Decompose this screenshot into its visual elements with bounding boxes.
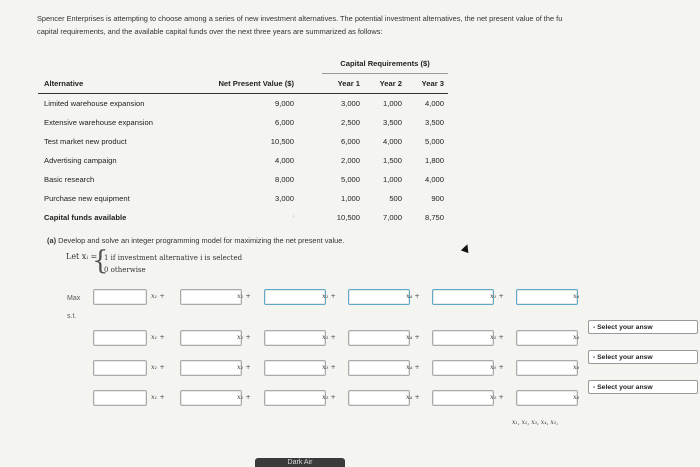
funds-label: Capital funds available	[44, 213, 127, 222]
cell-year2: 500	[389, 194, 402, 203]
max-label: Max	[67, 295, 81, 302]
brace-symbol: {	[92, 246, 109, 276]
cell-alternative: Basic research	[44, 175, 95, 184]
tick-mark: '	[292, 216, 294, 222]
var-x1: x₁ +	[151, 363, 165, 371]
cell-year3: 5,000	[424, 137, 444, 146]
table-row	[38, 132, 448, 151]
table-row	[38, 151, 448, 170]
header-npv: Net Present Value ($)	[174, 74, 322, 94]
funds-year3: 8,750	[424, 213, 444, 222]
part-a-prompt	[47, 236, 344, 245]
objective-coef-x6[interactable]	[516, 289, 578, 305]
c1-coef-x3[interactable]	[264, 330, 326, 346]
cell-year3: 4,000	[424, 175, 444, 184]
cell-year2: 4,000	[382, 137, 402, 146]
binary-variables-label: x₁, x₂, x₃, x₄, x₅,	[512, 419, 559, 426]
c2-coef-x4[interactable]	[348, 360, 410, 376]
cell-npv: 6,000	[274, 118, 294, 127]
var-x5: x₅ +	[490, 363, 504, 371]
var-x2: x₂ +	[237, 393, 251, 401]
c1-coef-x4[interactable]	[348, 330, 410, 346]
var-x5: x₅ +	[490, 292, 504, 300]
intro-line-1: Spencer Enterprises is attempting to choose among a series of new investment alternatives. The potential investment alternatives, the net present value of the fu	[37, 14, 563, 23]
problem-intro	[37, 12, 697, 38]
var-x4: x₄ +	[406, 292, 420, 300]
cell-year2: 1,000	[382, 175, 402, 184]
cell-npv: 8,000	[274, 175, 294, 184]
footer-bar: Dark Air	[255, 458, 345, 467]
let-x-definition: Let xᵢ =	[66, 252, 98, 261]
header-year1: Year 1	[322, 74, 364, 94]
investment-table	[38, 54, 448, 227]
var-x1: x₁ +	[151, 393, 165, 401]
cell-year1: 1,000	[340, 194, 360, 203]
var-x3: x₃ +	[322, 393, 336, 401]
table-row	[38, 94, 448, 114]
c3-coef-x5[interactable]	[432, 390, 494, 406]
cell-year1: 2,500	[340, 118, 360, 127]
cell-year2: 1,000	[382, 99, 402, 108]
header-alternative: Alternative	[38, 74, 174, 94]
st-label: s.t.	[67, 313, 77, 320]
cell-year1: 2,000	[340, 156, 360, 165]
cell-alternative: Purchase new equipment	[44, 194, 130, 203]
objective-coef-x2[interactable]	[180, 289, 242, 305]
c1-coef-x6[interactable]	[516, 330, 578, 346]
funds-year2: 7,000	[382, 213, 402, 222]
var-x1: x₁ +	[151, 333, 165, 341]
c3-coef-x1[interactable]	[93, 390, 147, 406]
var-x2: x₂ +	[237, 333, 251, 341]
cell-npv: 3,000	[274, 194, 294, 203]
intro-line-2: capital requirements, and the available capital funds over the next three years are summarized as follows:	[37, 27, 383, 36]
var-x3: x₃ +	[322, 333, 336, 341]
c3-relation-select[interactable]: - Select your answ	[588, 380, 698, 394]
var-x3: x₃ +	[322, 292, 336, 300]
header-year2: Year 2	[364, 74, 406, 94]
c3-coef-x6[interactable]	[516, 390, 578, 406]
cell-year3: 900	[431, 194, 444, 203]
objective-coef-x4[interactable]	[348, 289, 410, 305]
c1-relation-select[interactable]: - Select your answ	[588, 320, 698, 334]
c1-coef-x1[interactable]	[93, 330, 147, 346]
var-x6: x₆	[573, 363, 580, 371]
cell-alternative: Extensive warehouse expansion	[44, 118, 153, 127]
objective-coef-x1[interactable]	[93, 289, 147, 305]
cell-year1: 3,000	[340, 99, 360, 108]
var-x5: x₅ +	[490, 333, 504, 341]
header-year3: Year 3	[406, 74, 448, 94]
cell-year3: 3,500	[424, 118, 444, 127]
cell-npv: 10,500	[270, 137, 294, 146]
cell-year1: 6,000	[340, 137, 360, 146]
cell-alternative: Advertising campaign	[44, 156, 117, 165]
table-row	[38, 189, 448, 208]
var-x4: x₄ +	[406, 393, 420, 401]
objective-coef-x3[interactable]	[264, 289, 326, 305]
table-row	[38, 113, 448, 132]
part-a-label: (a)	[47, 236, 57, 245]
case-otherwise: 0 otherwise	[104, 266, 146, 274]
cell-year2: 1,500	[382, 156, 402, 165]
var-x4: x₄ +	[406, 363, 420, 371]
c2-coef-x2[interactable]	[180, 360, 242, 376]
cell-year3: 4,000	[424, 99, 444, 108]
var-x6: x₆	[573, 393, 580, 401]
c3-coef-x3[interactable]	[264, 390, 326, 406]
var-x6: x₆	[573, 292, 580, 300]
c2-coef-x1[interactable]	[93, 360, 147, 376]
c2-relation-select[interactable]: - Select your answ	[588, 350, 698, 364]
var-x2: x₂ +	[237, 363, 251, 371]
cell-year1: 5,000	[340, 175, 360, 184]
cell-year3: 1,800	[424, 156, 444, 165]
var-x6: x₆	[573, 333, 580, 341]
var-x2: x₂ +	[237, 292, 251, 300]
c1-coef-x5[interactable]	[432, 330, 494, 346]
c2-coef-x3[interactable]	[264, 360, 326, 376]
funds-row	[38, 208, 448, 227]
part-a-text: Develop and solve an integer programming model for maximizing the net present value.	[58, 236, 345, 245]
mouse-cursor-icon	[461, 243, 471, 253]
capital-requirements-header: Capital Requirements ($)	[322, 54, 448, 74]
cell-alternative: Test market new product	[44, 137, 127, 146]
c3-coef-x4[interactable]	[348, 390, 410, 406]
cell-npv: 9,000	[274, 99, 294, 108]
case-selected: 1 if investment alternative i is selected	[104, 254, 243, 262]
c3-coef-x2[interactable]	[180, 390, 242, 406]
objective-coef-x5[interactable]	[432, 289, 494, 305]
cell-alternative: Limited warehouse expansion	[44, 99, 145, 108]
var-x1: x₁ +	[151, 292, 165, 300]
cell-npv: 4,000	[274, 156, 294, 165]
c2-coef-x5[interactable]	[432, 360, 494, 376]
funds-year1: 10,500	[336, 213, 360, 222]
c2-coef-x6[interactable]	[516, 360, 578, 376]
var-x5: x₅ +	[490, 393, 504, 401]
var-x3: x₃ +	[322, 363, 336, 371]
table-row	[38, 170, 448, 189]
cell-year2: 3,500	[382, 118, 402, 127]
var-x4: x₄ +	[406, 333, 420, 341]
c1-coef-x2[interactable]	[180, 330, 242, 346]
